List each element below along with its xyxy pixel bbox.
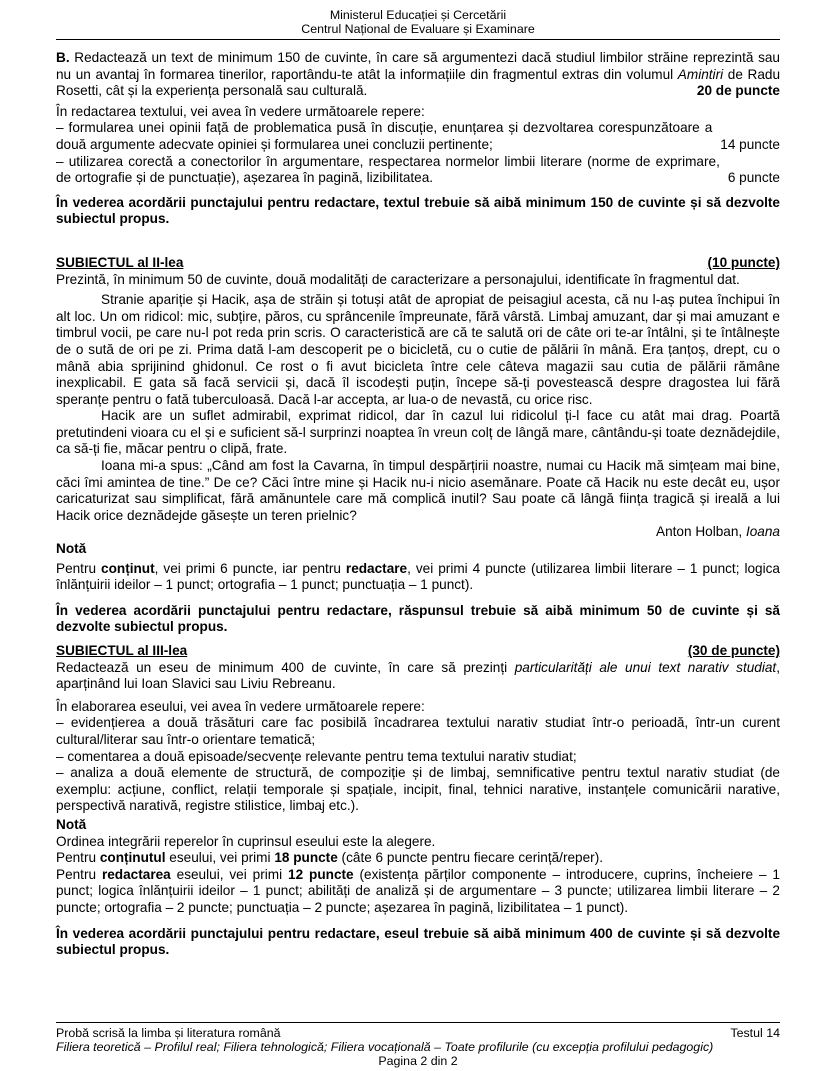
- page-header: [56, 0, 780, 40]
- section-b-note: În vederea acordării punctajului pentru redactare, textul trebuie să aibă minimum 150 de cuvinte și să dezvolte subiectul propus.: [56, 194, 780, 227]
- criterion-points: 14 puncte: [720, 136, 780, 152]
- subject-3-nota-content: Pentru conținutul eseului, vei primi 18 puncte (câte 6 puncte pentru fiecare cerință/reper).: [56, 850, 603, 866]
- header-ministry: Ministerul Educației și Cercetării: [329, 8, 507, 22]
- subject-3-note: În vederea acordării punctajului pentru redactare, eseul trebuie să aibă minimum 400 de cuvinte și să dezvolte subiectul propus.: [56, 925, 780, 958]
- subject-2-nota: Pentru conținut, vei primi 6 puncte, iar pentru redactare, vei primi 4 puncte (utilizarea limbii literare – 1 punct; logica înlănțuirii ideilor – 1 punct; ortografia – 1 punct; punctuația – 1 punct).: [56, 560, 780, 593]
- subject-3-points: (30 de puncte): [687, 643, 780, 658]
- nota-title: Notă: [56, 541, 87, 557]
- page-number: Pagina 2 din 2: [378, 1054, 458, 1068]
- excerpt-paragraph: Stranie apariție și Hacik, așa de străin și totuși atât de apropiat de peisagiul acesta, că nu l-aș putea închipui în alt loc. Un om ridicol: mic, subțire, păros, cu sprâncenile împreunate, fără vârstă. Limbaj amuzant, dar și mai amuzant e timbrul vocii, pe care nu-l pot reda prin scris. O caracteristică are că te salută ori de câte ori te-ar întâlni, și te întâlnește de o sută de ori pe zi. Prima dată l-am descoperit pe o bicicletă, cu o cutie de pălării în mână. Era țanțoș, drept, cu o mână abia sprijinind ghidonul. Ce rost o fi avut bicicleta între cele câteva magazii sau cutia de pălării rămâne inexplicabil. E gata să facă servicii și, dacă îl iscodești puțin, începe să-ți povestească despre dragostea lui fără speranțe pentru o fată tuberculoasă. Dacă l-ar accepta, ar lua-o de nevastă, cu orice risc.: [56, 292, 780, 407]
- excerpt-paragraph: Hacik are un suflet admirabil, exprimat ridicol, dar în cazul lui ridicolul ți-l face cu atât mai drag. Poartă pretutindeni vioara cu el și e suficient să-l surprinzi noaptea în vreun colț de lângă mare, cântându-și toate deznădejdile, ca să-ți fie, măcar pentru o clipă, frate.: [56, 408, 780, 457]
- footer-test-number: Testul 14: [730, 1026, 780, 1040]
- subject-3-task: Redactează un eseu de minimum 400 de cuvinte, în care să prezinți particularități ale unui text narativ studiat, aparținând lui Ioan Slavici sau Liviu Rebreanu.: [56, 659, 780, 692]
- header-divider: [56, 39, 780, 40]
- subject-2-title: SUBIECTUL al II-lea: [56, 254, 184, 270]
- section-b-points: 20 de puncte: [696, 83, 780, 99]
- subject-3-title: SUBIECTUL al III-lea: [56, 643, 188, 658]
- section-b-task: B. Redactează un text de minimum 150 de cuvinte, în care să argumentezi dacă studiul limbilor străine reprezintă sau nu un avantaj în formarea tinerilor, raportându-te atât la informațiile din fragmentul extras din volumul Amintiri de Radu Rosetti, cât și la experiența personală sau culturală. 20 de puncte: [56, 50, 780, 99]
- subject-2-note: În vederea acordării punctajului pentru redactare, răspunsul trebuie să aibă minimum 50 de cuvinte și să dezvolte subiectul propus.: [56, 602, 780, 635]
- subject-3-nota-redactare: Pentru redactarea eseului, vei primi 12 puncte (existența părților componente – introducere, cuprins, încheiere – 1 punct; logica înlănțuirii ideilor – 1 punct; abilități de analiză și de argumentare – 3 puncte; utilizarea limbii literare – 2 puncte; ortografia – 2 puncte; punctuația – 2 puncte; așezarea în pagină, lizibilitatea – 1 punct).: [56, 866, 780, 915]
- subject-2: [56, 255, 780, 636]
- criterion-text: – formularea unei opinii față de problematica pusă în discuție, enunțarea și dezvoltarea corespunzătoare a două argumente adecvate opiniei și formularea unei concluzii pertinente;: [56, 120, 713, 152]
- footer-divider: [56, 1022, 780, 1023]
- essay-criterion: – evidențierea a două trăsături care fac posibilă încadrarea textului narativ studiat într-o perioadă, într-un curent cultural/literar sau într-o orientare tematică;: [56, 715, 780, 747]
- excerpt-source: Anton Holban, Ioana: [656, 524, 780, 540]
- subject-3-heading: [56, 643, 780, 660]
- subject-3: [56, 643, 780, 959]
- excerpt-paragraph: Ioana mi-a spus: „Când am fost la Cavarna, în timpul despărțirii noastre, numai cu Hacik mă simțeam mai bine, căci îmi amintea de tine.” De ce? Căci între mine și Hacik nu-i nicio asemănare. Poate că Hacik nu este decât eu, ușor caricaturizat sau simplificat, fără amănuntele care mă complică inutil? Sau poate că lângă ființa tragică și ireală a lui Hacik orice deznădejde găsește un teren prielnic?: [56, 458, 780, 523]
- section-b-intro: În redactarea textului, vei avea în vedere următoarele repere:: [56, 103, 425, 119]
- essay-criterion: – analiza a două elemente de structură, de compoziție și de limbaj, semnificative pentru textul narativ studiat (de exemplu: acțiune, conflict, relații temporale și spațiale, incipit, final, tehnici narative, instanțele comunicării narative, perspectivă narativă, registre stilistice, limbaj etc.).: [56, 765, 780, 814]
- criterion-points: 6 puncte: [727, 170, 780, 186]
- footer-profiles: Filiera teoretică – Profilul real; Filiera tehnologică; Filiera vocațională – Toate profilurile (cu excepția profilului pedagogic): [56, 1040, 714, 1054]
- nota-title: Notă: [56, 816, 87, 832]
- criterion-row: [56, 154, 780, 187]
- essay-criterion: – comentarea a două episoade/secvențe relevante pentru tema textului narativ studiat;: [56, 748, 577, 764]
- section-b: [56, 50, 780, 228]
- subject-3-intro: În elaborarea eseului, vei avea în vedere următoarele repere:: [56, 698, 425, 714]
- subject-3-nota-order: Ordinea integrării reperelor în cuprinsul eseului este la alegere.: [56, 833, 436, 849]
- page-footer: [56, 1022, 780, 1068]
- subject-2-points: (10 puncte): [707, 254, 780, 270]
- section-b-label: B.: [56, 50, 70, 65]
- footer-exam: Probă scrisă la limba și literatura română: [56, 1026, 281, 1040]
- work-title: Amintiri: [677, 66, 724, 82]
- subject-2-task: Prezintă, în minimum 50 de cuvinte, două modalități de caracterizare a personajului, identificate în fragmentul dat.: [56, 271, 740, 287]
- criterion-row: [56, 120, 780, 153]
- header-center: Centrul Național de Evaluare și Examinare: [301, 22, 535, 36]
- page: [56, 0, 780, 959]
- subject-2-heading: [56, 255, 780, 272]
- criterion-text: – utilizarea corectă a conectorilor în argumentare, respectarea normelor limbii literare (norme de exprimare, de ortografie și de punctuație), așezarea în pagină, lizibilitatea.: [56, 153, 720, 186]
